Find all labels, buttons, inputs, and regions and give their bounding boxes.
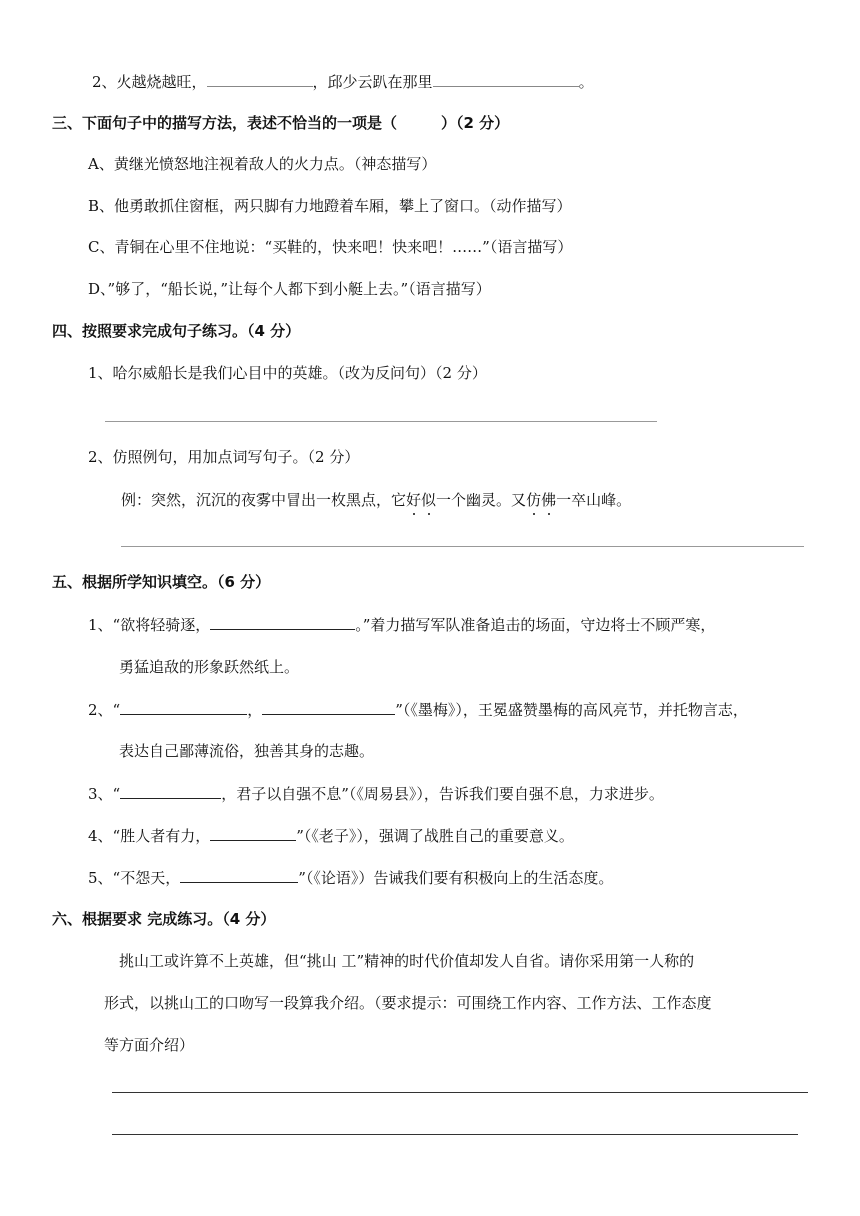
sec3-title-b: ）（2 分） — [441, 114, 510, 132]
sec2-q2-text-a: 2、火越烧越旺， — [92, 73, 207, 91]
sec3-option-a: A、黄继光愤怒地注视着敌人的火力点。（神态描写） — [88, 155, 437, 173]
sec6-para-line-2: 形式，以挑山工的口吻写一段算我介绍。（要求提示：可围绕工作内容、工作方法、工作态度 — [104, 994, 712, 1012]
answer-blank[interactable] — [262, 698, 395, 715]
sec5-q5-text-b: ”（《论语》）告诫我们要有积极向上的生活态度。 — [298, 869, 614, 887]
sec2-q2-end: 。 — [578, 73, 594, 91]
sec5-q1-cont: 勇猛追敌的形象跃然纸上。 — [119, 658, 300, 676]
answer-line[interactable] — [105, 421, 657, 422]
answer-blank[interactable] — [433, 70, 579, 87]
answer-blank[interactable] — [210, 613, 355, 630]
sec3-title — [52, 112, 509, 134]
sec5-q4-text-b: ”（《老子》），强调了战胜自己的重要意义。 — [296, 827, 574, 845]
dotted-char: 仿 — [526, 491, 542, 509]
sec4-q2: 2、仿照例句，用加点词写句子。（2 分） — [88, 448, 360, 466]
dotted-char: 好 — [406, 491, 422, 509]
answer-line[interactable] — [112, 1092, 808, 1093]
dotted-char: 佛 — [541, 491, 557, 509]
sec4-q1: 1、哈尔威船长是我们心目中的英雄。（改为反问句）（2 分） — [88, 364, 487, 382]
sec5-q1-text-b: 。”着力描写军队准备追击的场面，守边将士不顾严寒， — [355, 616, 716, 634]
sec3-option-d: D、”够了，“船长说，”让每个人都下到小艇上去。”（语言描写） — [88, 280, 491, 298]
answer-blank[interactable] — [207, 70, 313, 87]
sec3-option-b: B、他勇敢抓住窗框，两只脚有力地蹬着车厢，攀上了窗口。（动作描写） — [88, 197, 572, 215]
sec6-para-line-3: 等方面介绍） — [104, 1036, 195, 1054]
sec6-para-line-1: 挑山工或许算不上英雄，但“挑山 工”精神的时代价值却发人自省。请你采用第一人称的 — [119, 952, 695, 970]
dotted-char: 似 — [421, 491, 437, 509]
sec5-q3-text-a: 3、“ — [88, 785, 121, 803]
sec6-title: 六、根据要求 完成练习。（4 分） — [52, 910, 276, 928]
sec3-option-c: C、青铜在心里不住地说：“买鞋的，快来吧！快来吧！……”（语言描写） — [88, 238, 573, 256]
answer-blank[interactable] — [180, 866, 298, 883]
sec5-q1 — [88, 613, 715, 636]
sec4-title: 四、按照要求完成句子练习。（4 分） — [52, 322, 301, 340]
sec5-q3 — [88, 782, 664, 805]
sec5-q1-text-a: 1、“欲将轻骑逐， — [88, 616, 211, 634]
example-text-b: 一个幽灵。又 — [436, 491, 527, 509]
sec2-q2-text-b: ，邱少云趴在那里 — [312, 73, 433, 91]
sec5-q2-cont: 表达自己鄙薄流俗，独善其身的志趣。 — [119, 742, 375, 760]
sec4-example — [121, 489, 631, 511]
sec5-q5 — [88, 866, 613, 889]
sec5-q4 — [88, 824, 574, 847]
answer-blank[interactable] — [210, 824, 296, 841]
example-text-a: 例：突然，沉沉的夜雾中冒出一枚黑点，它 — [121, 491, 407, 509]
sec5-title: 五、根据所学知识填空。（6 分） — [52, 573, 271, 591]
sec5-q2-text-b: ”（《墨梅》），王冕盛赞墨梅的高风亮节，并托物言志， — [395, 701, 748, 719]
sec2-q2 — [92, 70, 594, 93]
sec5-q2-text-a: 2、“ — [88, 701, 121, 719]
sec5-q4-text-a: 4、“胜人者有力， — [88, 827, 211, 845]
answer-blank[interactable] — [120, 782, 221, 799]
answer-line[interactable] — [121, 546, 804, 547]
sec5-q5-text-a: 5、“不怨天， — [88, 869, 181, 887]
sec5-q2 — [88, 698, 748, 721]
answer-blank[interactable] — [120, 698, 247, 715]
sec3-title-a: 三、下面句子中的描写方法，表述不恰当的一项是（ — [52, 114, 398, 132]
example-text-c: 一卒山峰。 — [556, 491, 632, 509]
answer-line[interactable] — [112, 1134, 798, 1135]
sec5-q2-sep: ， — [247, 701, 263, 719]
sec5-q3-text-b: ，君子以自强不息”（《周易县》），告诉我们要自强不息，力求进步。 — [221, 785, 664, 803]
